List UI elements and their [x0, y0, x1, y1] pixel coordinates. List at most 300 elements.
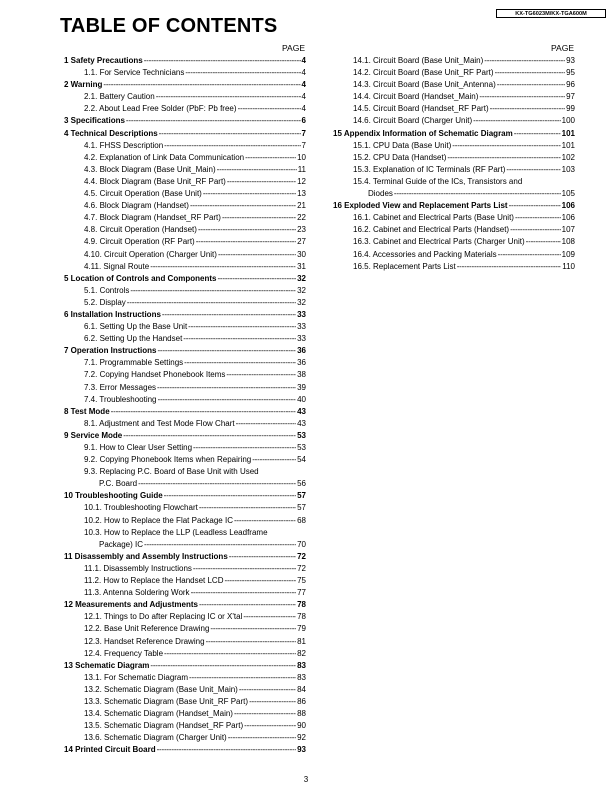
toc-entry-title: 5 Location of Controls and Components	[64, 273, 217, 283]
toc-entry-left[interactable]	[60, 660, 306, 672]
toc-entry-title: 2.1. Battery Caution	[84, 92, 155, 102]
toc-leader-dashes	[229, 551, 296, 563]
toc-entry-left[interactable]	[60, 515, 306, 527]
toc-entry-right[interactable]	[329, 261, 575, 273]
toc-entry-page: 32	[297, 297, 306, 307]
toc-leader-dashes	[206, 636, 297, 648]
toc-entry-left[interactable]	[60, 490, 306, 502]
toc-entry-left[interactable]	[60, 200, 306, 212]
toc-entry-left[interactable]	[60, 599, 306, 611]
toc-entry-right[interactable]	[329, 236, 575, 248]
toc-entry-page: 102	[561, 152, 575, 162]
toc-entry-page: 72	[297, 563, 306, 573]
toc-entry-page: 106	[561, 213, 575, 223]
toc-entry-title: 7.4. Troubleshooting	[84, 394, 157, 404]
toc-leader-dashes	[191, 587, 297, 599]
toc-entry-title: 14.4. Circuit Board (Handset_Main)	[353, 92, 479, 102]
toc-entry-left[interactable]	[60, 648, 306, 660]
toc-entry-left[interactable]	[60, 285, 306, 297]
toc-leader-dashes	[447, 152, 560, 164]
toc-entry-page: 90	[297, 721, 306, 731]
toc-entry-right[interactable]	[329, 164, 575, 176]
toc-entry-title: 2.2. About Lead Free Solder (PbF: Pb free)	[84, 104, 237, 114]
toc-entry-page: 75	[297, 576, 306, 586]
toc-entry-right[interactable]	[329, 212, 575, 224]
toc-leader-dashes	[495, 67, 566, 79]
toc-leader-dashes	[234, 708, 296, 720]
toc-entry-page: 32	[297, 273, 306, 283]
toc-entry-page: 107	[561, 225, 575, 235]
toc-left-column	[60, 55, 306, 756]
toc-entry-page: 4	[301, 68, 306, 78]
toc-entry-right[interactable]	[329, 224, 575, 236]
toc-entry-page: 33	[297, 334, 306, 344]
toc-entry-page: 53	[297, 443, 306, 452]
toc-entry-page: 32	[297, 285, 306, 295]
toc-entry-left[interactable]	[60, 744, 306, 756]
toc-entry-left[interactable]	[60, 164, 306, 176]
toc-leader-dashes	[138, 478, 296, 490]
toc-entry-title: 4.6. Block Diagram (Handset)	[84, 201, 189, 211]
toc-entry-page: 92	[297, 733, 306, 743]
toc-entry-left[interactable]	[60, 563, 306, 575]
toc-entry-left[interactable]	[60, 188, 306, 200]
toc-leader-dashes	[157, 382, 296, 394]
toc-entry-right[interactable]	[329, 152, 575, 164]
toc-leader-dashes	[234, 515, 296, 527]
toc-entry-title: Diodes	[368, 189, 393, 199]
toc-entry-left[interactable]	[60, 297, 306, 309]
toc-entry-right[interactable]	[329, 91, 575, 103]
toc-entry-title: 16.5. Replacement Parts List	[353, 261, 456, 271]
toc-leader-dashes	[249, 696, 296, 708]
toc-entry-page: 95	[566, 68, 575, 78]
toc-entry-left[interactable]	[60, 67, 306, 79]
toc-entry-left[interactable]	[60, 672, 306, 684]
toc-entry-title: 13.1. For Schematic Diagram	[84, 672, 189, 682]
toc-entry-title: 14.5. Circuit Board (Handset_RF Part)	[353, 104, 489, 114]
toc-leader-dashes	[497, 79, 565, 91]
toc-entry-left[interactable]	[60, 708, 306, 720]
toc-entry-left[interactable]	[60, 273, 306, 285]
toc-entry-left[interactable]	[60, 333, 306, 345]
toc-entry-left[interactable]	[60, 720, 306, 732]
toc-entry-page: 70	[297, 539, 306, 549]
toc-entry-right[interactable]	[329, 188, 575, 200]
toc-entry-page: 101	[561, 140, 575, 150]
toc-entry-page: 78	[297, 600, 306, 610]
toc-entry-title: 11.1. Disassembly Instructions	[84, 563, 192, 573]
toc-entry-title: 10.2. How to Replace the Flat Package IC	[84, 515, 233, 525]
toc-leader-dashes	[245, 152, 296, 164]
toc-leader-dashes	[394, 188, 561, 200]
toc-leader-dashes	[515, 212, 561, 224]
toc-entry-left[interactable]	[60, 369, 306, 381]
toc-entry-title: 4.11. Signal Route	[84, 261, 150, 271]
toc-entry-title: 16.3. Cabinet and Electrical Parts (Charger Unit)	[353, 237, 525, 247]
toc-entry-left[interactable]	[60, 152, 306, 164]
toc-entry-title: Package) IC	[99, 539, 144, 549]
toc-entry-page: 81	[297, 636, 306, 646]
toc-entry-title: 13.4. Schematic Diagram (Handset_Main)	[84, 709, 233, 719]
toc-entry-page: 108	[561, 237, 575, 247]
toc-entry-right[interactable]	[329, 128, 575, 140]
toc-entry-page: 11	[297, 164, 306, 174]
toc-entry-title: 12.1. Things to Do after Replacing IC or X'tal	[84, 612, 243, 622]
toc-entry-title: 9.1. How to Clear User Setting	[84, 443, 193, 452]
toc-entry-title: 4.7. Block Diagram (Handset_RF Part)	[84, 213, 221, 223]
toc-entry-title: 14.2. Circuit Board (Base Unit_RF Part)	[353, 68, 494, 78]
toc-entry-title: 16 Exploded View and Replacement Parts List	[333, 201, 508, 211]
toc-leader-dashes	[244, 720, 296, 732]
toc-entry-page: 54	[297, 455, 306, 465]
toc-leader-dashes	[203, 188, 296, 200]
toc-entry-left[interactable]	[60, 224, 306, 236]
toc-entry-title: 1.1. For Service Technicians	[84, 68, 185, 78]
toc-entry-left[interactable]	[60, 115, 306, 127]
toc-entry-left[interactable]	[60, 636, 306, 648]
toc-entry-left[interactable]	[60, 684, 306, 696]
toc-entry-page: 93	[297, 745, 306, 755]
toc-entry-left[interactable]	[60, 696, 306, 708]
toc-leader-dashes	[243, 611, 296, 623]
toc-leader-dashes	[484, 55, 565, 67]
toc-leader-dashes	[199, 502, 296, 514]
toc-leader-dashes	[457, 261, 562, 273]
toc-entry-title: 7.2. Copying Handset Phonebook Items	[84, 370, 226, 380]
toc-entry-page: 4	[301, 104, 306, 114]
toc-entry-title: 7.1. Programmable Settings	[84, 358, 184, 368]
toc-leader-dashes	[252, 454, 296, 466]
toc-entry-page: 10	[297, 152, 306, 162]
toc-entry-left[interactable]	[60, 357, 306, 369]
toc-entry-title: 6.1. Setting Up the Base Unit	[84, 322, 188, 332]
toc-entry-page: 100	[561, 116, 575, 126]
toc-leader-dashes	[222, 212, 296, 224]
toc-entry-right[interactable]	[329, 79, 575, 91]
toc-entry-page: 79	[297, 624, 306, 634]
toc-leader-dashes	[452, 140, 560, 152]
toc-entry-page: 4	[301, 92, 306, 102]
toc-entry-page: 83	[297, 672, 306, 682]
toc-entry-title: 4.5. Circuit Operation (Base Unit)	[84, 189, 202, 199]
toc-entry-title: 10.1. Troubleshooting Flowchart	[84, 503, 198, 513]
toc-entry-page: 4	[301, 80, 306, 90]
toc-entry-page: 88	[297, 709, 306, 719]
toc-entry-title: 14.1. Circuit Board (Base Unit_Main)	[353, 56, 484, 65]
toc-entry-page: 21	[297, 201, 306, 211]
toc-entry-title: 15 Appendix Information of Schematic Diagram	[333, 128, 513, 138]
toc-entry-page: 103	[561, 164, 575, 174]
toc-leader-dashes	[158, 394, 297, 406]
toc-entry-left[interactable]	[60, 79, 306, 91]
toc-entry-left[interactable]	[60, 261, 306, 273]
toc-entry-page: 23	[297, 225, 306, 235]
toc-entry-page: 39	[297, 382, 306, 392]
toc-entry-page: 56	[297, 479, 306, 489]
toc-entry-right[interactable]	[329, 55, 575, 67]
toc-entry-left[interactable]	[60, 91, 306, 103]
toc-leader-dashes	[123, 430, 296, 442]
toc-leader-dashes	[224, 575, 296, 587]
toc-leader-dashes	[130, 285, 296, 297]
toc-leader-dashes	[217, 164, 297, 176]
toc-entry-title: 12.4. Frequency Table	[84, 648, 164, 658]
toc-entry-left[interactable]	[60, 103, 306, 115]
toc-entry-left[interactable]	[60, 394, 306, 406]
toc-entry-title: P.C. Board	[99, 479, 138, 489]
toc-entry-title: 7 Operation Instructions	[64, 346, 157, 356]
toc-entry-page: 110	[562, 261, 575, 271]
toc-leader-dashes	[156, 91, 301, 103]
toc-entry-left[interactable]	[60, 345, 306, 357]
toc-leader-dashes	[190, 200, 296, 212]
toc-leader-dashes	[185, 67, 300, 79]
toc-entry-title: 14.6. Circuit Board (Charger Unit)	[353, 116, 473, 126]
toc-entry-title: 15.2. CPU Data (Handset)	[353, 152, 447, 162]
toc-entry-title: 12.3. Handset Reference Drawing	[84, 636, 205, 646]
toc-entry-right[interactable]	[329, 200, 575, 212]
toc-leader-dashes	[193, 442, 296, 454]
toc-entry-page: 84	[297, 684, 306, 694]
toc-entry-title: 10 Troubleshooting Guide	[64, 491, 163, 501]
toc-entry-right[interactable]	[329, 176, 575, 188]
toc-entry-title: 16.2. Cabinet and Electrical Parts (Handset)	[353, 225, 510, 235]
toc-leader-dashes	[196, 236, 296, 248]
toc-entry-left[interactable]	[60, 382, 306, 394]
toc-entry-page: 97	[566, 92, 575, 102]
toc-entry-left[interactable]	[60, 212, 306, 224]
toc-leader-dashes	[238, 103, 301, 115]
toc-entry-title: 8.1. Adjustment and Test Mode Flow Chart	[84, 418, 235, 428]
toc-entry-title: 14.3. Circuit Board (Base Unit_Antenna)	[353, 80, 496, 90]
toc-leader-dashes	[144, 539, 296, 551]
toc-entry-page: 78	[297, 612, 306, 622]
toc-entry-title: 12 Measurements and Adjustments	[64, 600, 198, 610]
toc-entry-title: 13.5. Schematic Diagram (Handset_RF Part)	[84, 721, 244, 731]
toc-entry-page: 57	[297, 503, 306, 513]
toc-entry-left[interactable]	[60, 587, 306, 599]
toc-entry-page: 101	[561, 128, 575, 138]
toc-leader-dashes	[144, 55, 301, 67]
toc-entry-title: 16.1. Cabinet and Electrical Parts (Base Unit)	[353, 213, 514, 223]
toc-entry-page: 6	[301, 116, 306, 126]
toc-leader-dashes	[514, 128, 561, 140]
toc-entry-left[interactable]	[60, 249, 306, 261]
toc-leader-dashes	[217, 273, 296, 285]
toc-entry-title: 11.2. How to Replace the Handset LCD	[84, 576, 224, 586]
toc-entry-title: 6.2. Setting Up the Handset	[84, 334, 183, 344]
toc-entry-title: 6 Installation Instructions	[64, 309, 161, 319]
toc-entry-title: 13.6. Schematic Diagram (Charger Unit)	[84, 733, 227, 743]
toc-leader-dashes	[164, 490, 296, 502]
toc-entry-left[interactable]	[60, 527, 306, 539]
toc-entry-title: 12.2. Base Unit Reference Drawing	[84, 624, 210, 634]
toc-entry-title: 4 Technical Descriptions	[64, 128, 158, 138]
toc-entry-left[interactable]	[60, 55, 306, 67]
toc-entry-title: 14 Printed Circuit Board	[64, 745, 156, 755]
toc-entry-page: 106	[561, 201, 575, 211]
toc-entry-right[interactable]	[329, 67, 575, 79]
toc-entry-page: 33	[297, 309, 306, 319]
page-number: 3	[303, 775, 309, 784]
toc-entry-title: 10.3. How to Replace the LLP (Leadless Leadframe	[84, 527, 268, 537]
toc-entry-page: 30	[297, 249, 306, 259]
toc-entry-left[interactable]	[60, 418, 306, 430]
toc-leader-dashes	[111, 406, 296, 418]
toc-entry-left[interactable]	[60, 478, 306, 490]
toc-entry-page: 13	[297, 189, 306, 199]
toc-entry-title: 4.1. FHSS Description	[84, 140, 164, 150]
toc-leader-dashes	[236, 418, 296, 430]
toc-leader-dashes	[193, 563, 296, 575]
toc-entry-page: 96	[566, 80, 575, 90]
toc-leader-dashes	[506, 164, 560, 176]
toc-leader-dashes	[150, 261, 296, 273]
toc-entry-right[interactable]	[329, 115, 575, 127]
toc-entry-left[interactable]	[60, 140, 306, 152]
toc-entry-right[interactable]	[329, 140, 575, 152]
toc-entry-page: 77	[297, 588, 306, 598]
toc-entry-left[interactable]	[60, 551, 306, 563]
toc-leader-dashes	[188, 321, 296, 333]
toc-entry-left[interactable]	[60, 176, 306, 188]
toc-entry-page: 68	[297, 515, 306, 525]
toc-leader-dashes	[199, 599, 296, 611]
toc-leader-dashes	[227, 176, 296, 188]
toc-entry-left[interactable]	[60, 321, 306, 333]
toc-entry-page: 36	[297, 346, 306, 356]
toc-leader-dashes	[183, 333, 296, 345]
toc-leader-dashes	[226, 369, 296, 381]
toc-entry-title: 13.3. Schematic Diagram (Base Unit_RF Part)	[84, 696, 249, 706]
toc-entry-page: 27	[297, 237, 306, 247]
toc-leader-dashes	[127, 297, 296, 309]
toc-entry-page: 22	[297, 213, 306, 223]
toc-entry-title: 4.4. Block Diagram (Base Unit_RF Part)	[84, 176, 226, 186]
toc-entry-left[interactable]	[60, 466, 306, 478]
toc-leader-dashes	[164, 648, 296, 660]
toc-leader-dashes	[473, 115, 560, 127]
toc-entry-page: 93	[566, 56, 575, 65]
toc-entry-left[interactable]	[60, 611, 306, 623]
toc-entry-left[interactable]	[60, 575, 306, 587]
toc-entry-page: 86	[297, 696, 306, 706]
toc-entry-page: 57	[297, 491, 306, 501]
toc-leader-dashes	[164, 140, 300, 152]
toc-entry-left[interactable]	[60, 732, 306, 744]
toc-entry-title: 3 Specifications	[64, 116, 125, 126]
toc-entry-title: 11 Disassembly and Assembly Instructions	[64, 551, 228, 561]
toc-entry-left[interactable]	[60, 236, 306, 248]
toc-entry-page: 7	[301, 128, 306, 138]
toc-leader-dashes	[218, 249, 296, 261]
toc-leader-dashes	[479, 91, 565, 103]
toc-entry-title: 4.8. Circuit Operation (Handset)	[84, 225, 197, 235]
toc-leader-dashes	[189, 672, 296, 684]
toc-entry-page: 38	[297, 370, 306, 380]
toc-leader-dashes	[150, 660, 296, 672]
toc-entry-title: 9 Service Mode	[64, 430, 123, 440]
toc-leader-dashes	[239, 684, 296, 696]
toc-entry-page: 43	[297, 406, 306, 416]
toc-entry-title: 11.3. Antenna Soldering Work	[84, 588, 190, 598]
right-page-column-label: PAGE	[551, 43, 574, 53]
toc-entry-page: 109	[561, 249, 575, 259]
toc-entry-page: 4	[301, 56, 306, 65]
toc-entry-title: 5.1. Controls	[84, 285, 130, 295]
toc-entry-page: 31	[297, 261, 306, 271]
toc-entry-title: 13 Schematic Diagram	[64, 660, 150, 670]
toc-entry-page: 105	[561, 189, 575, 199]
toc-entry-left[interactable]	[60, 539, 306, 551]
toc-leader-dashes	[490, 103, 565, 115]
toc-entry-left[interactable]	[60, 309, 306, 321]
toc-entry-left[interactable]	[60, 623, 306, 635]
toc-entry-title: 4.10. Circuit Operation (Charger Unit)	[84, 249, 217, 259]
toc-entry-left[interactable]	[60, 128, 306, 140]
toc-entry-title: 4.2. Explanation of Link Data Communication	[84, 152, 245, 162]
toc-entry-title: 8 Test Mode	[64, 406, 110, 416]
toc-entry-page: 33	[297, 322, 306, 332]
toc-leader-dashes	[526, 236, 561, 248]
toc-entry-right[interactable]	[329, 249, 575, 261]
toc-leader-dashes	[126, 115, 301, 127]
toc-entry-page: 43	[297, 418, 306, 428]
toc-leader-dashes	[184, 357, 296, 369]
toc-leader-dashes	[157, 744, 297, 756]
toc-entry-title: 15.4. Terminal Guide of the ICs, Transistors and	[353, 176, 523, 186]
toc-entry-title: 4.3. Block Diagram (Base Unit_Main)	[84, 164, 216, 174]
toc-entry-left[interactable]	[60, 406, 306, 418]
toc-entry-right[interactable]	[329, 103, 575, 115]
toc-entry-page: 7	[301, 140, 306, 150]
toc-right-column	[329, 55, 575, 273]
toc-leader-dashes	[159, 128, 301, 140]
toc-entry-title: 7.3. Error Messages	[84, 382, 157, 392]
toc-entry-title: 2 Warning	[64, 80, 103, 90]
toc-entry-left[interactable]	[60, 442, 306, 454]
page-title: TABLE OF CONTENTS	[60, 15, 278, 37]
toc-entry-left[interactable]	[60, 454, 306, 466]
toc-leader-dashes	[162, 309, 296, 321]
toc-entry-left[interactable]	[60, 502, 306, 514]
toc-entry-page: 83	[297, 660, 306, 670]
model-number-badge: KX-TG6023M/KX-TGA600M	[496, 9, 606, 18]
toc-leader-dashes	[509, 200, 561, 212]
toc-entry-title: 13.2. Schematic Diagram (Base Unit_Main)	[84, 684, 238, 694]
toc-entry-title: 1 Safety Precautions	[64, 56, 143, 65]
toc-leader-dashes	[498, 249, 561, 261]
toc-leader-dashes	[228, 732, 296, 744]
toc-leader-dashes	[198, 224, 296, 236]
toc-entry-title: 16.4. Accessories and Packing Materials	[353, 249, 497, 259]
toc-entry-page: 53	[297, 430, 306, 440]
toc-entry-page: 12	[297, 176, 306, 186]
toc-entry-page: 99	[566, 104, 575, 114]
toc-leader-dashes	[157, 345, 296, 357]
toc-leader-dashes	[103, 79, 300, 91]
toc-entry-left[interactable]	[60, 430, 306, 442]
toc-entry-title: 4.9. Circuit Operation (RF Part)	[84, 237, 195, 247]
toc-leader-dashes	[510, 224, 561, 236]
toc-entry-title: 9.3. Replacing P.C. Board of Base Unit with Used	[84, 467, 259, 477]
toc-entry-title: 15.1. CPU Data (Base Unit)	[353, 140, 452, 150]
left-page-column-label: PAGE	[282, 43, 305, 53]
toc-leader-dashes	[210, 623, 296, 635]
toc-entry-page: 82	[297, 648, 306, 658]
toc-entry-title: 5.2. Display	[84, 297, 126, 307]
